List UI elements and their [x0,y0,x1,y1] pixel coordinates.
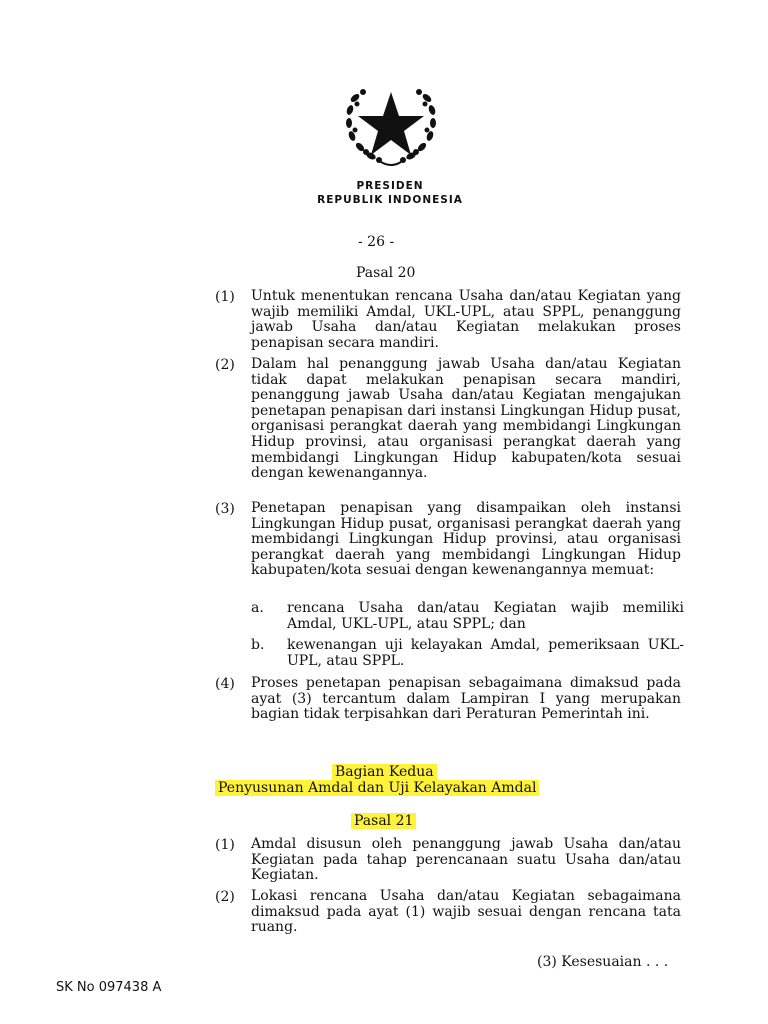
page-number: - 26 - [358,234,395,250]
item-number: (1) [215,837,235,853]
section-bagian-heading: Bagian Kedua [332,764,437,780]
paragraph-text: Penetapan penapisan yang disampaikan oleh instansi Lingkungan Hidup pusat, organisasi perangkat daerah yang membidangi Lingkungan Hidup provinsi, atau organisasi perangkat daerah yang membidangi Lingkungan Hidup kabupaten/kota sesuai dengan kewenangannya memuat: [251,500,681,579]
page-continuation: (3) Kesesuaian . . . [537,954,669,970]
item-number: (4) [215,676,235,692]
pasal-20-title: Pasal 20 [356,265,416,281]
paragraph-text: Dalam hal penanggung jawab Usaha dan/atau Kegiatan tidak dapat melakukan penapisan secara mandiri, penanggung jawab Usaha dan/atau Kegiatan mengajukan penetapan penapisan dari instansi Lingkungan Hidup pusat, organisasi perangkat daerah yang membidangi Lingkungan Hidup provinsi, atau organisasi perangkat daerah yang membidangi Lingkungan Hidup kabupaten/kota sesuai dengan kewenangannya. [251,356,681,482]
sub-item-text: kewenangan uji kelayakan Amdal, pemeriksaan UKL-UPL, atau SPPL. [287,637,684,669]
item-number: (2) [215,889,235,905]
item-number: (2) [215,357,235,373]
paragraph-text: Lokasi rencana Usaha dan/atau Kegiatan sebagaimana dimaksud pada ayat (1) wajib sesuai dengan rencana tata ruang. [251,888,681,936]
item-number: (3) [215,501,235,517]
paragraph-text: Proses penetapan penapisan sebagaimana dimaksud pada ayat (3) tercantum dalam Lampiran I yang merupakan bagian tidak terpisahkan dari Peraturan Pemerintah ini. [251,675,681,723]
paragraph-text: Untuk menentukan rencana Usaha dan/atau Kegiatan yang wajib memiliki Amdal, UKL-UPL, atau SPPL, penanggung jawab Usaha dan/atau Kegiatan melakukan proses penapisan secara mandiri. [251,288,681,351]
section-title: Penyusunan Amdal dan Uji Kelayakan Amdal [215,780,539,796]
header-presiden: PRESIDEN [356,180,424,192]
sub-item-letter: b. [251,637,265,653]
sk-number: SK No 097438 A [56,980,162,995]
sub-item-text: rencana Usaha dan/atau Kegiatan wajib memiliki Amdal, UKL-UPL, atau SPPL; dan [287,600,684,632]
paragraph-text: Amdal disusun oleh penanggung jawab Usaha dan/atau Kegiatan pada tahap perencanaan suatu Usaha dan/atau Kegiatan. [251,836,681,884]
header-republik-indonesia: REPUBLIK INDONESIA [317,194,463,206]
item-number: (1) [215,289,235,305]
sub-item-letter: a. [251,600,264,616]
pasal-21-title: Pasal 21 [351,813,416,829]
garuda-star-emblem-icon [341,78,441,170]
